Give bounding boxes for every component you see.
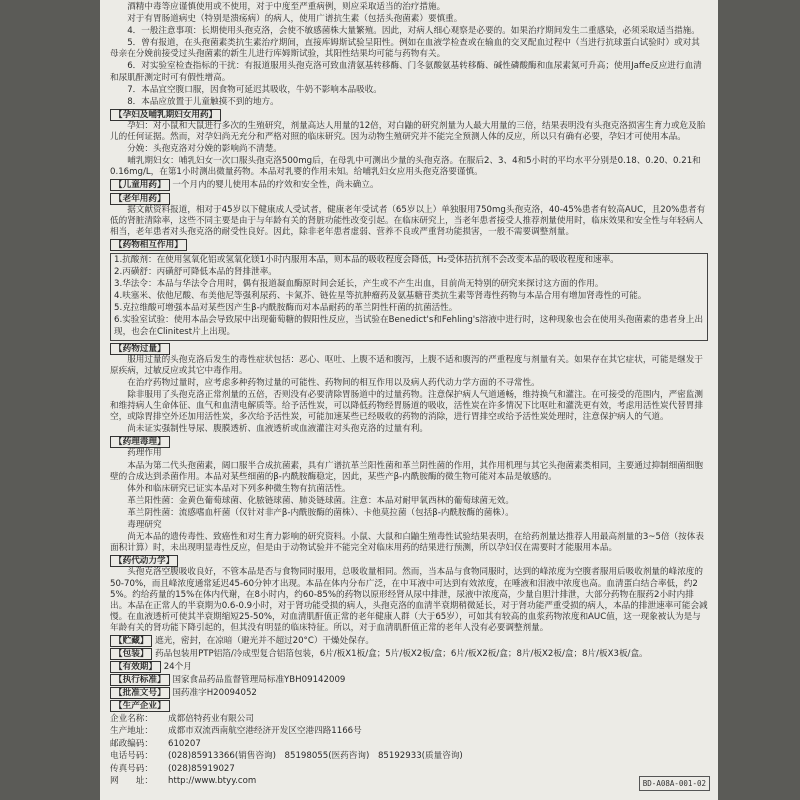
section-heading: 【药物相互作用】 [110, 239, 187, 251]
standard-section [110, 674, 708, 686]
intro-line: 5．曾有报道，在头孢菌素类抗生素治疗期间，直接库姆斯试验呈阳性。例如在血液学检查或在输血的交叉配血过程中（当进行抗球蛋白试验时）或对其母亲在分娩前接受过头孢菌素的新生儿进行库姆斯试验，其阳性结果均可能与药物有关。 [110, 38, 700, 60]
field-value: (028)85919027 [168, 763, 235, 774]
field-value: 成都市双流西南航空港经济开发区空港四路1166号 [168, 726, 362, 737]
paragraph: 除非服用了头孢克洛正常剂量的五倍，否则没有必要清除胃肠道中的过量药物。注意保护病人气道通畅，维持换气和灌注。在可接受的范围内，严密监测和维持病人生命体征、血气和血清电解质等。给予活性炭，可以降低药物经胃肠道的吸收，活性炭在许多情况下比呕吐和灌洗更有效，考虑用活性炭代替胃排空，或除胃排空外还加用活性炭，多次给予活性炭，可能加速某些已经吸收的药物的消除，进行胃排空或给予活性炭处理时，注意保护病人的气道。 [110, 390, 703, 423]
subheading: 毒理研究 [127, 520, 162, 531]
paragraph: 在治疗药物过量时，应考虑多种药物过量的可能性、药物间的相互作用以及病人药代动力学方面的不寻常性。 [127, 377, 540, 388]
field-label: 邮政编码： [110, 738, 153, 749]
manufacturer-row [110, 725, 708, 738]
interaction-item: 6.实验室试验：使用本品会导致尿中出现葡萄糖的假阳性反应，当试验在Benedict's和Fehling's溶液中进行时，这种现象也会在使用头孢菌素的患者身上出现，也会在Clinitest片上出现。 [114, 315, 704, 337]
intro-line: 对于有胃肠道病史（特别是溃疡病）的病人，使用广谱抗生素（包括头孢菌素）要慎重。 [127, 14, 463, 25]
field-value: 610207 [168, 738, 201, 749]
paragraph: 据文献资料报道，相对于45岁以下健康成人受试者，健康老年受试者（65岁以上）单独服用750mg头孢克洛，40-45%患者有较高AUC，且20%患者有低的肾脏清除率，这些不同主要是由于与年龄有关的肾脏功能性改变引起。在临床研究上，当老年患者接受人推荐剂量使用时，临床效果和安全性与年轻病人相当，老年患者对头孢克洛的耐受性良好。因此，除非老年患者虚弱、营养不良或严重肾功能损害，一般不需要调整剂量。 [110, 204, 706, 237]
manufacturer-row [110, 750, 708, 763]
section-heading: 【药物过量】 [110, 343, 170, 355]
manufacturer-row [110, 763, 708, 776]
section-heading: 【老年用药】 [110, 193, 170, 205]
paragraph: 遮光，密封，在凉暗（避光并不超过20°C）干燥处保存。 [155, 635, 375, 646]
paragraph: 体外和临床研究已证实本品对下列多种微生物有抗菌活性。 [127, 483, 351, 494]
section-heading: 【孕妇及哺乳期妇女用药】 [110, 109, 221, 121]
field-value: http://www.btyy.com [168, 776, 257, 787]
manufacturer-row [110, 738, 708, 751]
paragraph: 革兰阴性菌：流感嗜血杆菌（仅针对非产β-内酰胺酶的菌株）、卡他莫拉菌（包括β-内酰胺酶的菌株）。 [127, 507, 514, 518]
paragraph: 一个月内的婴儿使用本品的疗效和安全性，尚未确立。 [172, 180, 379, 191]
paragraph: 服用过量的头孢克洛后发生的毒性症状包括：恶心、呕吐、上腹不适和腹泻，上腹不适和腹泻的严重程度与剂量有关。如果存在其它症状，可能是继发于原疾病，过敏反应或其它中毒作用。 [110, 354, 703, 376]
field-label: 电话号码： [110, 751, 153, 762]
paragraph: 尚无本品的遗传毒性、致癌性和对生育力影响的研究资料。小鼠、大鼠和白鼬生殖毒性试验结果表明，在给药剂量达推荐人用最高剂量的3~5倍（按体表面积计算）时，未出现明显毒性反应，但是由于动物试验并不能完全对临床用药的结果进行预测，所以孕妇仅在需要时才能服用本品。 [110, 532, 704, 554]
paragraph: 本品为第二代头孢菌素，阔口服半合成抗菌素，具有广谱抗革兰阳性菌和革兰阴性菌的作用，其作用机理与其它头孢菌素类相同，主要通过抑制细菌细胞壁的合成达到杀菌作用。本品对某些细菌的β-内酰胺酶稳定，因此，某些产β-内酰胺酶的微生物可能对本品是敏感的。 [110, 460, 703, 482]
paragraph: 国药准字H20094052 [172, 688, 257, 699]
field-value: (028)85913366(销售咨询) 85198055(医药咨询) 85192933(质量咨询) [168, 751, 463, 762]
section-heading: 【药代动力学】 [110, 555, 178, 567]
field-label: 传真号码： [110, 763, 153, 774]
paragraph: 哺乳期妇女：哺乳妇女一次口服头孢克洛500mg后，在母乳中可测出少量的头孢克洛。在服后2、3、4和5小时的平均水平分别是0.18、0.20、0.21和0.16mg/L，在第1小时测出微量药物。本品对乳婴的作用未知。给哺乳妇女应用头孢克洛要谨慎。 [110, 156, 701, 178]
section-heading: 【批准文号】 [110, 687, 170, 699]
paragraph: 分娩：头孢克洛对分娩的影响尚不清楚。 [127, 144, 282, 155]
paragraph: 革兰阳性菌：金黄色葡萄球菌、化脓链球菌、肺炎链球菌。注意：本品对耐甲氧西林的葡萄球菌无效。 [127, 495, 514, 506]
intro-line: 酒精中毒等应谨慎使用或不使用，对于中度至严重病例，则应采取适当的治疗措施。 [127, 2, 446, 12]
packaging-section [110, 648, 708, 660]
intro-line: 8．本品应放置于儿童触摸不到的地方。 [127, 96, 279, 107]
interaction-item: 5.克拉维酸可增强本品对某些因产生β-内酰胺酶而对本品耐药的革兰阴性杆菌的抗菌活性。 [114, 303, 458, 314]
manufacturer-row [110, 713, 708, 726]
field-value: 成都倍特药业有限公司 [168, 713, 254, 724]
validity-section [110, 661, 708, 673]
interaction-item: 4.呋塞米、依他尼酸、布美他尼等强利尿药、卡氮芥、链佐星等抗肿瘤药及氨基糖苷类抗生素等肾毒性药物与本品合用有增加肾毒性的可能。 [114, 291, 647, 302]
children-section [110, 179, 708, 191]
pharmacology-section [110, 436, 708, 554]
pharmacokinetics-section [110, 555, 708, 634]
section-heading: 【包装】 [110, 648, 152, 660]
document-code: BD-A08A-001-02 [639, 776, 710, 791]
interaction-item: 3.华法令：本品与华法令合用时，偶有报道凝血酶原时间会延长，产生或不产生出血，目前尚无特别的研究来探讨这方面的作用。 [114, 279, 604, 290]
storage-section [110, 635, 708, 647]
section-heading: 【贮藏】 [110, 635, 152, 647]
section-heading: 【药理毒理】 [110, 436, 170, 448]
paragraph: 孕妇：对小鼠和大鼠进行多次的生殖研究，剂量高达人用量的12倍，对白鼬的研究剂量为人最大用量的三倍，结果表明没有头孢克洛损害生育力或危及胎儿的任何证据。然而，对孕妇尚无充分和严格对照的临床研究。因为动物生殖研究并不能完全预测人体的反应，所以只有确有必要，孕妇才可使用本品。 [110, 120, 706, 143]
interactions-box [110, 253, 708, 341]
subheading: 药理作用 [127, 448, 162, 459]
interaction-item: 1.抗酸剂：在使用氢氧化铝或氢氧化镁1小时内服用本品，则本品的吸收程度会降低，H₂受体拮抗剂不会改变本品的吸收程度和速率。 [114, 254, 619, 265]
intro-line: 4．一般注意事项：长期使用头孢克洛，会使不敏感菌株大量繁殖。因此，对病人细心观察是必要的。如果治疗期间发生二重感染，必须采取适当措施。 [127, 26, 700, 37]
field-label: 网 址： [110, 776, 153, 787]
section-heading: 【执行标准】 [110, 674, 170, 686]
intro-line: 7．本品宜空腹口服，因食物可延迟其吸收，牛奶不影响本品吸收。 [127, 84, 382, 95]
manufacturer-row [110, 775, 708, 788]
paragraph: 药品包装用PTP铝箔/冷成型复合铝箔包装，6片/板X1板/盒；5片/板X2板/盒；6片/板X2板/盒；8片/板X2板/盒；8片/板X3板/盒。 [155, 649, 648, 660]
section-heading: 【生产企业】 [110, 700, 170, 712]
section-heading: 【儿童用药】 [110, 179, 170, 191]
elderly-section [110, 193, 708, 238]
pregnancy-section [110, 109, 708, 179]
interactions-section [110, 239, 708, 341]
paragraph: 尚未证实强制性导尿、腹膜透析、血液透析或血液灌注对头孢克洛的过量有利。 [127, 424, 428, 435]
intro-line: 6．对实验室检查指标的干扰：有报道服用头孢克洛可致血清氨基转移酶、门冬氨酸氨基转移酶、碱性磷酸酶和血尿素氮可升高；使用Jaffe反应进行血清和尿肌酐测定时可有假性增高。 [110, 61, 702, 83]
approval-section [110, 687, 708, 699]
field-label: 企业名称： [110, 713, 153, 724]
package-insert-sheet [100, 0, 718, 800]
interaction-item: 2.丙磺舒：丙磺舒可降低本品的肾排泄率。 [114, 267, 277, 278]
paragraph: 国家食品药品监督管理局标准YBH09142009 [172, 675, 346, 686]
manufacturer-section [110, 700, 708, 787]
overdose-section [110, 343, 708, 436]
section-heading: 【有效期】 [110, 661, 161, 673]
field-label: 生产地址： [110, 726, 153, 737]
precautions-section [110, 2, 708, 108]
paragraph: 24个月 [163, 662, 192, 673]
paragraph: 头孢克洛空腹吸收良好，不管本品是否与食物同时服用，总吸收量相同。然而，当本品与食物同服时，达到的峰浓度为空腹者服用后吸收剂量的峰浓度的50-70%，而且峰浓度通常延迟45-60分钟才出现。本品在体内分布广泛，在中耳液中可达到有效浓度，在唾液和泪液中浓度也高。血清蛋白结合率低，约25%。约给药量的15%在体内代谢，在8小时内，约60-85%的药物以原形经肾从尿中排泄，尿液中浓度高，少量自胆汁排泄，大部分药物在服药2小时内排出。本品在正常人的半衰期为0.6-0.9小时，对于肾功能受损的病人，头孢克洛的血清半衰期稍微延长，对于肾功能严重受损的病人，本品的排泄速率可能会减慢。在血液透析可使其半衰期缩短25-50%，对血清肌酐值正常的老年健康人群（大于65岁），可如其有较高的血浆药物浓度和AUC值，这一现象被认为是与年龄有关的肾功能下降引起的，但其没有明显的临床特征。所以，对于血清肌酐值正常的老年人没有必要调整剂量。 [110, 567, 708, 633]
